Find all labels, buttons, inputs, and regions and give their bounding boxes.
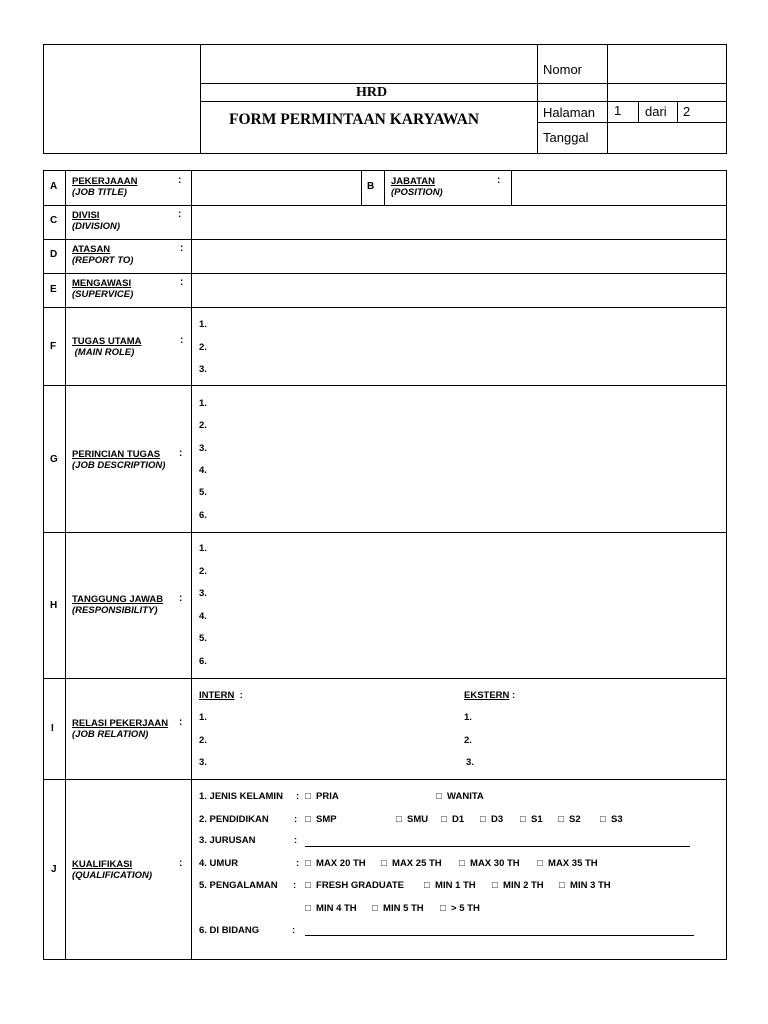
header-logo-divider — [200, 44, 201, 154]
row-c-colon: : — [178, 209, 182, 220]
gender-option-pria[interactable] — [305, 791, 339, 802]
experience-option-label: MIN 4 TH — [316, 903, 357, 914]
row-d-label — [72, 244, 133, 266]
checkbox-icon: □ — [559, 880, 565, 891]
experience-option-min5[interactable] — [372, 903, 424, 914]
row-b-label — [391, 176, 443, 198]
major-label: 3. JURUSAN — [199, 835, 256, 846]
row-d-label-main: ATASAN — [72, 244, 111, 255]
division-field[interactable] — [193, 207, 725, 238]
major-field[interactable] — [305, 846, 690, 847]
row-b-label-sub: (POSITION) — [391, 187, 443, 198]
responsibility-item-3[interactable]: 3. — [199, 588, 207, 599]
checkbox-icon: □ — [492, 880, 498, 891]
header-line-3 — [537, 101, 727, 102]
page-total: 2 — [683, 104, 691, 119]
row-b-colon: : — [497, 175, 501, 186]
main-role-item-1[interactable]: 1. — [199, 319, 207, 330]
row-a-mid-2 — [384, 170, 385, 205]
row-f-letter: F — [50, 341, 57, 352]
row-a-label-sub: (JOB TITLE) — [72, 187, 127, 198]
row-e-letter: E — [50, 284, 57, 295]
row-i-colon: : — [179, 717, 183, 728]
nomor-label: Nomor — [543, 62, 583, 77]
nomor-field[interactable] — [609, 46, 725, 82]
row-f-colon: : — [180, 335, 184, 346]
row-line-gh — [43, 532, 727, 533]
intern-item-2[interactable]: 2. — [199, 735, 207, 746]
job-desc-item-2[interactable]: 2. — [199, 420, 207, 431]
row-j-label-sub: (QUALIFICATION) — [72, 870, 153, 881]
row-a-mid-1 — [361, 170, 362, 205]
row-j-label-main: KUALIFIKASI — [72, 859, 133, 870]
row-h-label — [72, 594, 163, 616]
field-input[interactable] — [305, 935, 694, 936]
row-c-label — [72, 210, 120, 232]
intern-item-1[interactable]: 1. — [199, 712, 207, 723]
row-d-colon: : — [180, 243, 184, 254]
row-b-letter: B — [367, 181, 375, 192]
responsibility-item-2[interactable]: 2. — [199, 566, 207, 577]
gender-option-label: WANITA — [447, 791, 484, 802]
row-c-letter: C — [50, 215, 58, 226]
row-line-ij — [43, 779, 727, 780]
main-role-item-2[interactable]: 2. — [199, 342, 207, 353]
field-label: 6. DI BIDANG — [199, 925, 260, 936]
page-num-divider-2 — [677, 101, 678, 122]
row-line-ef — [43, 307, 727, 308]
experience-colon: : — [293, 880, 297, 891]
gender-label: 1. JENIS KELAMIN — [199, 791, 283, 802]
experience-option-label: MIN 2 TH — [503, 880, 544, 891]
row-a-label-main: PEKERJAAAN — [72, 176, 138, 187]
header-line-4 — [537, 122, 727, 123]
checkbox-icon: □ — [441, 814, 447, 825]
job-desc-item-1[interactable]: 1. — [199, 398, 207, 409]
row-line-de — [43, 273, 727, 274]
header-value-divider — [607, 44, 608, 154]
ekstern-colon: : — [512, 690, 516, 701]
intern-label: INTERN — [199, 690, 235, 701]
row-a-letter: A — [50, 181, 58, 192]
education-option-label: S3 — [611, 814, 623, 825]
header-line-2 — [200, 101, 537, 102]
gender-colon: : — [296, 791, 300, 802]
halaman-label: Halaman — [543, 105, 596, 120]
tanggal-field[interactable] — [609, 124, 725, 152]
experience-label: 5. PENGALAMAN — [199, 880, 278, 891]
major-colon: : — [294, 835, 298, 846]
label-col-divider — [191, 170, 192, 960]
checkbox-icon: □ — [480, 814, 486, 825]
row-j-label — [72, 859, 152, 881]
row-f-label-sub: (MAIN ROLE) — [72, 347, 135, 358]
position-field[interactable] — [513, 172, 725, 204]
experience-option-min4[interactable] — [305, 903, 357, 914]
row-j-letter: J — [51, 864, 57, 875]
row-h-label-main: TANGGUNG JAWAB — [72, 594, 164, 605]
gender-option-label: PRIA — [316, 791, 339, 802]
supervise-field[interactable] — [193, 275, 725, 306]
experience-option-min2[interactable] — [492, 880, 544, 891]
dept-title: HRD — [356, 85, 388, 100]
checkbox-icon: □ — [305, 903, 311, 914]
education-option-smu[interactable] — [396, 814, 428, 825]
row-a-mid-3 — [511, 170, 512, 205]
experience-option-over5[interactable] — [440, 903, 480, 914]
field-colon: : — [292, 925, 296, 936]
checkbox-icon: □ — [372, 903, 378, 914]
checkbox-icon: □ — [381, 858, 387, 869]
row-e-label-main: MENGAWASI — [72, 278, 132, 289]
age-option-35[interactable] — [537, 858, 598, 869]
age-option-label: MAX 20 TH — [316, 858, 366, 869]
responsibility-item-6[interactable]: 6. — [199, 656, 207, 667]
row-h-label-sub: (RESPONSIBILITY) — [72, 605, 158, 616]
education-colon: : — [294, 814, 298, 825]
row-g-label — [72, 449, 165, 471]
row-j-colon: : — [179, 858, 183, 869]
experience-option-label: MIN 1 TH — [435, 880, 476, 891]
checkbox-icon: □ — [305, 814, 311, 825]
letter-col-divider — [65, 170, 66, 960]
row-line-hi — [43, 678, 727, 679]
responsibility-item-4[interactable]: 4. — [199, 611, 207, 622]
row-h-colon: : — [179, 593, 183, 604]
education-option-d3[interactable] — [480, 814, 503, 825]
checkbox-icon: □ — [305, 880, 311, 891]
checkbox-icon: □ — [305, 791, 311, 802]
education-option-label: SMP — [316, 814, 337, 825]
checkbox-icon: □ — [305, 858, 311, 869]
age-option-20[interactable] — [305, 858, 366, 869]
row-c-label-main: DIVISI — [72, 210, 100, 221]
row-line-ab — [43, 205, 727, 206]
main-role-item-3[interactable]: 3. — [199, 364, 207, 375]
education-option-s3[interactable] — [600, 814, 623, 825]
row-g-colon: : — [179, 448, 183, 459]
row-c-label-sub: (DIVISION) — [72, 221, 121, 232]
experience-option-fresh[interactable] — [305, 880, 404, 891]
row-d-label-sub: (REPORT TO) — [72, 255, 134, 266]
job-desc-item-3[interactable]: 3. — [199, 443, 207, 454]
checkbox-icon: □ — [520, 814, 526, 825]
experience-option-min3[interactable] — [559, 880, 611, 891]
gender-option-wanita[interactable] — [436, 791, 484, 802]
education-option-d1[interactable] — [441, 814, 464, 825]
education-option-s1[interactable] — [520, 814, 543, 825]
row-f-label — [72, 336, 141, 358]
education-option-s2[interactable] — [558, 814, 581, 825]
page-separator: dari — [645, 104, 667, 119]
experience-option-label: MIN 5 TH — [383, 903, 424, 914]
age-option-label: MAX 25 TH — [392, 858, 442, 869]
education-option-label: S1 — [531, 814, 543, 825]
checkbox-icon: □ — [436, 791, 442, 802]
education-option-label: SMU — [407, 814, 429, 825]
row-a-colon: : — [178, 175, 182, 186]
checkbox-icon: □ — [558, 814, 564, 825]
intern-heading — [199, 690, 243, 701]
education-option-label: S2 — [569, 814, 581, 825]
ekstern-heading — [464, 690, 515, 701]
ekstern-item-2[interactable]: 2. — [464, 735, 472, 746]
ekstern-item-1[interactable]: 1. — [464, 712, 472, 723]
row-line-cd — [43, 239, 727, 240]
education-option-smp[interactable] — [305, 814, 337, 825]
experience-option-label: MIN 3 TH — [570, 880, 611, 891]
form-title: FORM PERMINTAAN KARYAWAN — [229, 111, 480, 128]
education-option-label: D1 — [452, 814, 465, 825]
experience-option-min1[interactable] — [424, 880, 476, 891]
checkbox-icon: □ — [600, 814, 606, 825]
experience-option-label: FRESH GRADUATE — [316, 880, 404, 891]
row-g-label-sub: (JOB DESCRIPTION) — [72, 460, 166, 471]
row-i-label-sub: (JOB RELATION) — [72, 729, 149, 740]
age-option-25[interactable] — [381, 858, 442, 869]
page-current: 1 — [614, 103, 622, 118]
report-to-field[interactable] — [193, 241, 725, 272]
age-option-30[interactable] — [459, 858, 520, 869]
row-i-label-main: RELASI PEKERJAAN — [72, 718, 169, 729]
row-g-label-main: PERINCIAN TUGAS — [72, 449, 161, 460]
row-e-colon: : — [180, 277, 184, 288]
age-option-label: MAX 30 TH — [470, 858, 520, 869]
age-option-label: MAX 35 TH — [548, 858, 598, 869]
row-g-letter: G — [50, 454, 58, 465]
header-line-1 — [200, 83, 727, 84]
responsibility-item-5[interactable]: 5. — [199, 633, 207, 644]
row-a-label — [72, 176, 137, 198]
row-e-label — [72, 278, 133, 300]
age-colon: : — [296, 858, 300, 869]
age-label: 4. UMUR — [199, 858, 239, 869]
checkbox-icon: □ — [537, 858, 543, 869]
checkbox-icon: □ — [424, 880, 430, 891]
job-desc-item-6[interactable]: 6. — [199, 510, 207, 521]
row-b-label-main: JABATAN — [391, 176, 435, 187]
ekstern-item-3[interactable]: 3. — [466, 757, 474, 768]
job-desc-item-4[interactable]: 4. — [199, 465, 207, 476]
job-title-field[interactable] — [193, 172, 359, 204]
intern-item-3[interactable]: 3. — [199, 757, 207, 768]
row-i-letter: I — [51, 723, 54, 734]
header-right-divider — [537, 44, 538, 154]
experience-option-label: > 5 TH — [451, 903, 480, 914]
tanggal-label: Tanggal — [543, 130, 589, 145]
responsibility-item-1[interactable]: 1. — [199, 543, 207, 554]
checkbox-icon: □ — [396, 814, 402, 825]
row-line-fg — [43, 385, 727, 386]
row-f-label-main: TUGAS UTAMA — [72, 336, 142, 347]
education-label: 2. PENDIDIKAN — [199, 814, 269, 825]
job-desc-item-5[interactable]: 5. — [199, 487, 207, 498]
row-d-letter: D — [50, 249, 58, 260]
education-option-label: D3 — [491, 814, 504, 825]
intern-colon: : — [239, 690, 243, 701]
checkbox-icon: □ — [440, 903, 446, 914]
page-num-divider-1 — [638, 101, 639, 122]
checkbox-icon: □ — [459, 858, 465, 869]
ekstern-label: EKSTERN — [464, 690, 510, 701]
row-i-label — [72, 718, 168, 740]
row-h-letter: H — [50, 600, 58, 611]
row-e-label-sub: (SUPERVICE) — [72, 289, 134, 300]
